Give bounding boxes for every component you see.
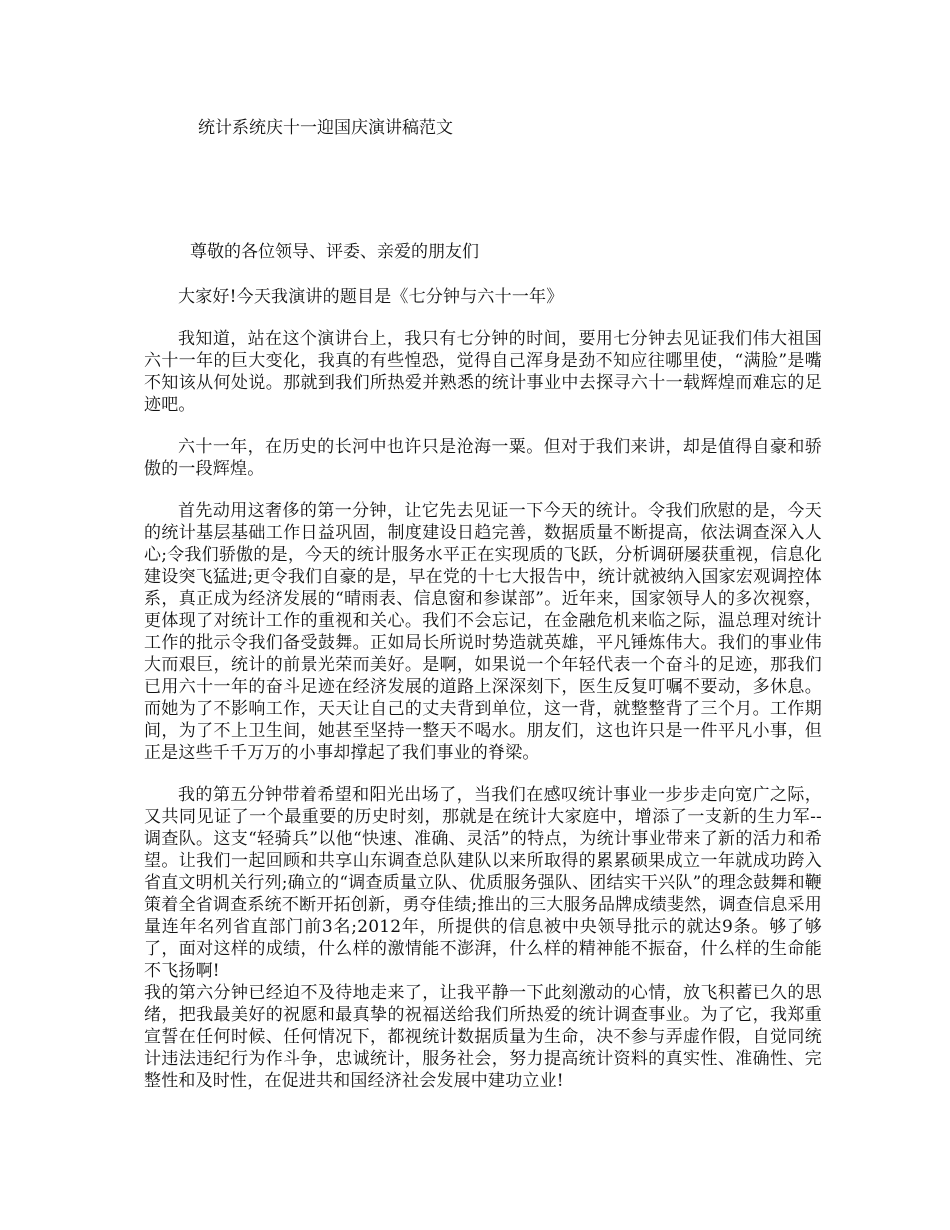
document-title: 统计系统庆十一迎国庆演讲稿范文	[198, 118, 453, 138]
paragraph-intro: 我知道，站在这个演讲台上，我只有七分钟的时间，要用七分钟去见证我们伟大祖国六十一年的巨大变化，我真的有些惶恐，觉得自己浑身是劲不知应往哪里使，“满脸”是嘴不知该从何处说。那就到我们所热爱并熟悉的统计事业中去探寻六十一载辉煌而难忘的足迹吧。	[144, 329, 822, 415]
paragraph-sixty-one-years: 六十一年，在历史的长河中也许只是沧海一粟。但对于我们来讲，却是值得自豪和骄傲的一段辉煌。	[144, 437, 822, 479]
salutation: 尊敬的各位领导、评委、亲爱的朋友们	[190, 242, 479, 262]
paragraph-sixth-minute: 我的第六分钟已经迫不及待地走来了，让我平静一下此刻激动的心情，放飞积蓄已久的思绪，把我最美好的祝愿和最真挚的祝福送给我们所热爱的统计调查事业。为了它，我郑重宣誓在任何时候、任何情况下，都视统计数据质量为生命，决不参与弄虚作假，自觉同统计违法违纪行为作斗争，忠诚统计，服务社会，努力提高统计资料的真实性、准确性、完整性和及时性，在促进共和国经济社会发展中建功立业!	[144, 983, 822, 1091]
document-body	[144, 286, 822, 1092]
paragraph-fifth-minute: 我的第五分钟带着希望和阳光出场了，当我们在感叹统计事业一步步走向宽广之际，又共同见证了一个最重要的历史时刻，那就是在统计大家庭中，增添了一支新的生力军--调查队。这支“轻骑兵”以他“快速、准确、灵活”的特点，为统计事业带来了新的活力和希望。让我们一起回顾和共享山东调查总队建队以来所取得的累累硕果成立一年就成功跨入省直文明机关行列;确立的“调查质量立队、优质服务强队、团结实干兴队”的理念鼓舞和鞭策着全省调查系统不断开拓创新，勇夺佳绩;推出的三大服务品牌成绩斐然，调查信息采用量连年名列省直部门前3名;2012年，所提供的信息被中央领导批示的就达9条。够了够了，面对这样的成绩，什么样的激情能不澎湃，什么样的精神能不振奋，什么样的生命能不飞扬啊!	[144, 785, 822, 981]
paragraph-first-minute: 首先动用这奢侈的第一分钟，让它先去见证一下今天的统计。令我们欣慰的是，今天的统计基层基础工作日益巩固，制度建设日趋完善，数据质量不断提高，依法调查深入人心;令我们骄傲的是，今天的统计服务水平正在实现质的飞跃，分析调研屡获重视，信息化建设突飞猛进;更令我们自豪的是，早在党的十七大报告中，统计就被纳入国家宏观调控体系，真正成为经济发展的“晴雨表、信息窗和参谋部”。近年来，国家领导人的多次视察，更体现了对统计工作的重视和关心。我们不会忘记，在金融危机来临之际，温总理对统计工作的批示令我们备受鼓舞。正如局长所说时势造就英雄，平凡锤炼伟大。我们的事业伟大而艰巨，统计的前景光荣而美好。是啊，如果说一个年轻代表一个奋斗的足迹，那我们已用六十一年的奋斗足迹在经济发展的道路上深深刻下，医生反复叮嘱不要动，多休息。而她为了不影响工作，天天让自己的丈夫背到单位，这一背，就整整背了三个月。工作期间，为了不上卫生间，她甚至坚持一整天不喝水。朋友们，这也许只是一件平凡小事，但正是这些千千万万的小事却撑起了我们事业的脊梁。	[144, 501, 822, 763]
paragraph-greeting: 大家好!今天我演讲的题目是《七分钟与六十一年》	[178, 287, 564, 307]
